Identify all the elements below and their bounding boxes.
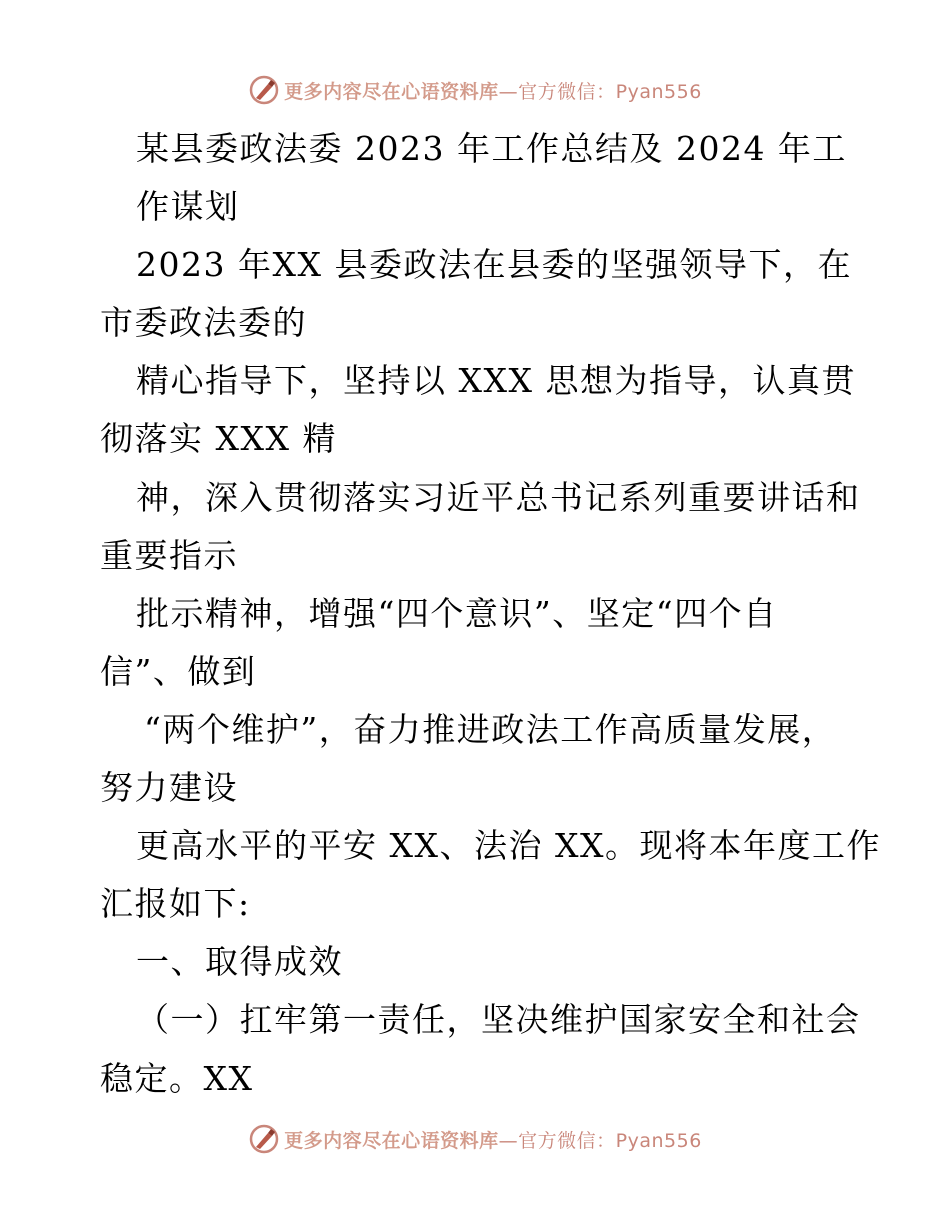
pen-logo-icon <box>248 1123 280 1155</box>
document-title-line-2: 作谋划 <box>136 187 240 227</box>
watermark-text: 更多内容尽在心语资料库—官方微信：Pyan556 <box>284 1129 702 1152</box>
paragraph-line: 更高水平的平安 XX、法治 XX。现将本年度工作 <box>136 826 881 866</box>
watermark-text: 更多内容尽在心语资料库—官方微信：Pyan556 <box>284 80 702 103</box>
section-heading: 一、取得成效 <box>136 942 343 982</box>
paragraph-line: 市委政法委的 <box>100 303 307 343</box>
subsection-heading: （一）扛牢第一责任，坚决维护国家安全和社会 <box>136 1000 861 1040</box>
paragraph-line: 彻落实 XXX 精 <box>100 419 337 459</box>
paragraph-line: 信”、做到 <box>100 651 257 691</box>
watermark-header <box>0 68 950 112</box>
paragraph-line: 努力建设 <box>100 768 238 808</box>
paragraph-line: 批示精神，增强“四个意识”、坚定“四个自 <box>136 593 778 633</box>
paragraph-line: 重要指示 <box>100 535 238 575</box>
paragraph-line: 精心指导下，坚持以 XXX 思想为指导，认真贯 <box>136 361 856 401</box>
paragraph-line: 2023 年XX 县委政法在县委的坚强领导下，在 <box>136 245 852 285</box>
document-body <box>100 120 881 1108</box>
paragraph-line: 稳定。XX <box>100 1058 254 1098</box>
paragraph-line: 汇报如下: <box>100 884 251 924</box>
watermark-footer <box>0 1117 950 1161</box>
pen-logo-icon <box>248 74 280 106</box>
document-title-line-1: 某县委政法委 2023 年工作总结及 2024 年工 <box>136 129 847 168</box>
paragraph-line: 神，深入贯彻落实习近平总书记系列重要讲话和 <box>136 477 861 517</box>
paragraph-line: “两个维护”，奋力推进政法工作高质量发展， <box>144 709 837 749</box>
